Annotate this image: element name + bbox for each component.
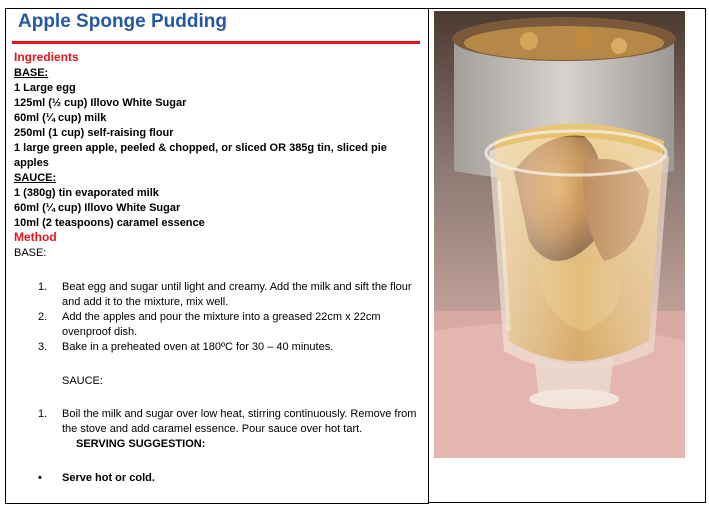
base-item: 125ml (½ cup) Illovo White Sugar xyxy=(14,97,187,109)
step-number: 1. xyxy=(38,281,48,293)
base-item: 60ml (¼ cup) milk xyxy=(14,112,107,124)
method-heading: Method xyxy=(14,230,57,244)
base-heading: BASE: xyxy=(14,67,49,79)
frame-right xyxy=(705,8,706,502)
base-item: 250ml (1 cup) self-raising flour xyxy=(14,127,174,139)
sauce-heading: SAUCE: xyxy=(14,172,57,184)
method-base-label: BASE: xyxy=(14,247,47,259)
column-divider xyxy=(428,8,429,502)
sauce-item: 1 (380g) tin evaporated milk xyxy=(14,187,159,199)
base-item: 1 large green apple, peeled & chopped, or sliced OR 385g tin, sliced pie xyxy=(14,142,387,154)
step-text: Bake in a preheated oven at 180ºC for 30 – 40 minutes. xyxy=(62,341,334,353)
sauce-item: 10ml (2 teaspoons) caramel essence xyxy=(14,217,205,229)
step-number: 3. xyxy=(38,341,48,353)
base-item: 1 Large egg xyxy=(14,82,76,94)
step-text: Boil the milk and sugar over low heat, stirring continuously. Remove from the stove and add caramel essence. Pour sauce over hot tart. xyxy=(62,408,417,435)
bullet: • xyxy=(38,472,42,484)
base-item: apples xyxy=(14,157,49,169)
recipe-title: Apple Sponge Pudding xyxy=(18,11,227,32)
pudding-photo xyxy=(434,11,685,458)
sauce-item: 60ml (¼ cup) Illovo White Sugar xyxy=(14,202,181,214)
step-number: 2. xyxy=(38,311,48,323)
step-number: 1. xyxy=(38,408,48,420)
title-underline xyxy=(12,41,420,44)
ingredients-heading: Ingredients xyxy=(14,50,79,64)
frame-bottom xyxy=(428,502,706,503)
step-text: Add the apples and pour the mixture into a greased 22cm x 22cm ovenproof dish. xyxy=(62,311,381,338)
frame-top xyxy=(428,8,706,9)
serving-text: Serve hot or cold. xyxy=(62,472,155,484)
step-text: Beat egg and sugar until light and creamy. Add the milk and sift the flour and add it to the mixture, mix well. xyxy=(62,281,412,308)
